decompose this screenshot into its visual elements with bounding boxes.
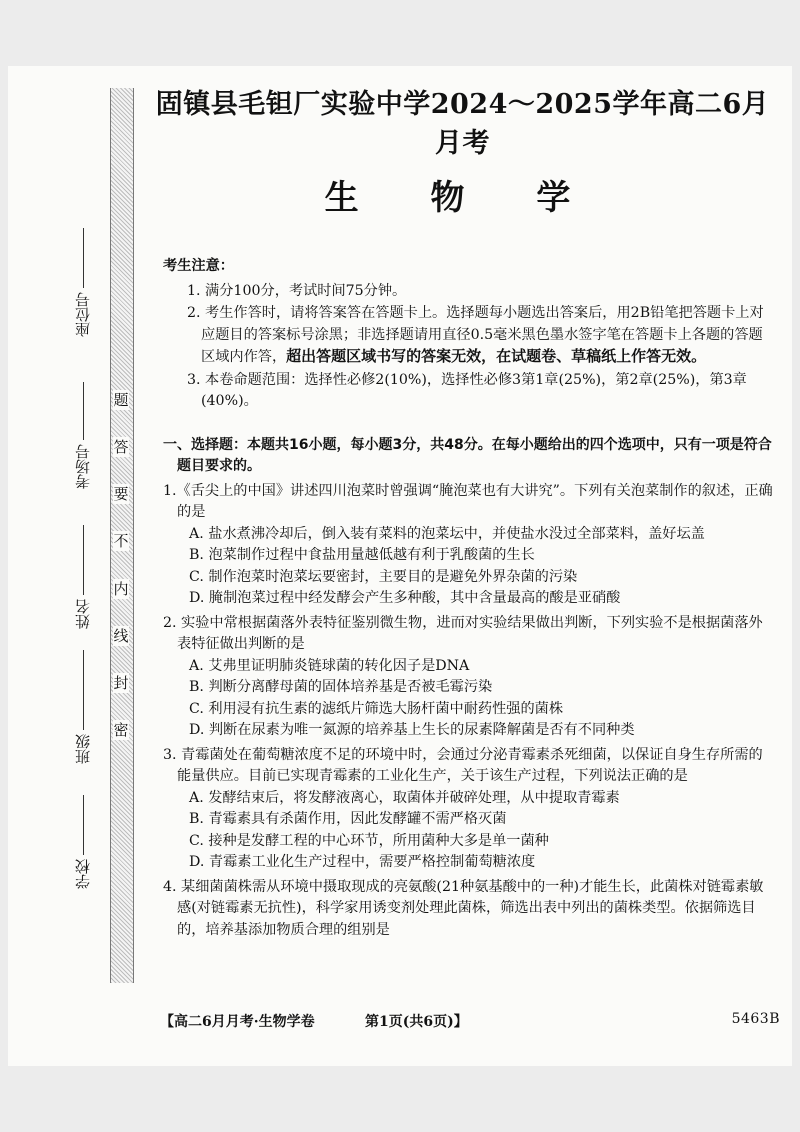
exam-content xyxy=(163,256,773,941)
question-option: C. 利用浸有抗生素的滤纸片筛选大肠杆菌中耐药性强的菌株 xyxy=(189,700,564,717)
question-stem: 1.《舌尖上的中国》讲述四川泡菜时曾强调“腌泡菜也有大讲究”。下列有关泡菜制作的叙述，正确的是 xyxy=(163,482,773,520)
name-field[interactable] xyxy=(70,525,96,629)
seat-number-label: 座位号 xyxy=(74,292,92,337)
school-field[interactable] xyxy=(70,795,96,889)
footer-exam-label: 【高二6月月考·生物学卷 xyxy=(160,1014,315,1030)
seal-char: 密 xyxy=(113,720,129,739)
notice-item: 1. 满分100分，考试时间75分钟。 xyxy=(187,282,407,299)
question-option: A. 艾弗里证明肺炎链球菌的转化因子是DNA xyxy=(189,657,470,674)
notice-item-text: 2. 考生作答时，请将答案答在答题卡上。选择题每小题选出答案后，用2B铅笔把答题卡上对应题目的答案标号涂黑；非选择题请用直径0.5毫米黑色墨水签字笔在答题卡上各题的答题区域内作答， xyxy=(187,305,764,365)
question-option: C. 接种是发酵工程的中心环节，所用菌种大多是单一菌种 xyxy=(189,832,549,849)
question-option: A. 发酵结束后，将发酵液离心，取菌体并破碎处理，从中提取青霉素 xyxy=(189,789,620,806)
seal-char: 内 xyxy=(113,579,129,598)
notice-item-bold: 超出答题区域书写的答案无效，在试题卷、草稿纸上作答无效。 xyxy=(286,347,707,365)
paper-code: 5463B xyxy=(731,1011,780,1027)
school-label: 学校 xyxy=(74,859,92,889)
notice-item: 3. 本卷命题范围：选择性必修2(10%)，选择性必修3第1章(25%)，第2章(25%)，第3章(40%)。 xyxy=(187,371,747,409)
question-option: C. 制作泡菜时泡菜坛要密封，主要目的是避免外界杂菌的污染 xyxy=(189,568,578,585)
seal-char: 题 xyxy=(113,391,129,409)
seal-line-text xyxy=(102,390,140,740)
class-field[interactable] xyxy=(70,650,96,764)
seal-char: 要 xyxy=(113,485,129,504)
exam-room-field[interactable] xyxy=(70,382,96,489)
seal-char: 线 xyxy=(113,626,129,645)
question-option: B. 青霉素具有杀菌作用，因此发酵罐不需严格灭菌 xyxy=(189,811,507,827)
question-option: D. 腌制泡菜过程中经发酵会产生多种酸，其中含量最高的酸是亚硝酸 xyxy=(189,590,621,606)
question-option: D. 青霉素工业化生产过程中，需要严格控制葡萄糖浓度 xyxy=(189,854,536,870)
footer-page-number: 第1页(共6页)】 xyxy=(365,1014,468,1030)
exam-room-label: 考场号 xyxy=(74,444,92,489)
notice-item xyxy=(163,303,773,369)
notice-heading: 考生注意： xyxy=(163,258,234,274)
question-option: B. 泡菜制作过程中食盐用量越低越有利于乳酸菌的生长 xyxy=(189,547,535,563)
seal-char: 不 xyxy=(113,532,129,551)
exam-title: 固镇县毛钽厂实验中学2024～2025学年高二6月月考 xyxy=(155,89,770,159)
question-option: D. 判断在尿素为唯一氮源的培养基上生长的尿素降解菌是否有不同种类 xyxy=(189,722,635,738)
question-option: A. 盐水煮沸冷却后，倒入装有菜料的泡菜坛中，并使盐水没过全部菜料，盖好坛盖 xyxy=(189,525,705,542)
question-stem: 3. 青霉菌处在葡萄糖浓度不足的环境中时，会通过分泌青霉素杀死细菌，以保证自身生存所需的能量供应。目前已实现青霉素的工业化生产，关于该生产过程，下列说法正确的是 xyxy=(163,746,763,784)
seal-char: 封 xyxy=(113,673,129,692)
question-stem: 4. 某细菌菌株需从环境中摄取现成的亮氨酸(21种氨基酸中的一种)才能生长，此菌株对链霉素敏感(对链霉素无抗性)，科学家用诱变剂处理此菌株，筛选出表中列出的菌株类型。依据筛选目的，培养基添加物质合理的组别是 xyxy=(163,878,764,938)
seat-number-field[interactable] xyxy=(70,228,96,337)
name-label: 姓名 xyxy=(74,599,92,629)
subject-title: 生 物 学 xyxy=(324,178,601,218)
question-stem: 2. 实验中常根据菌落外表特征鉴别微生物，进而对实验结果做出判断，下列实验不是根据菌落外表特征做出判断的是 xyxy=(163,614,763,652)
class-label: 班级 xyxy=(74,734,92,764)
section-heading: 一、选择题：本题共16小题，每小题3分，共48分。在每小题给出的四个选项中，只有一项是符合题目要求的。 xyxy=(163,436,772,474)
page-footer xyxy=(160,1011,780,1031)
question-option: B. 判断分离酵母菌的固体培养基是否被毛霉污染 xyxy=(189,679,493,695)
seal-char: 答 xyxy=(113,438,129,457)
